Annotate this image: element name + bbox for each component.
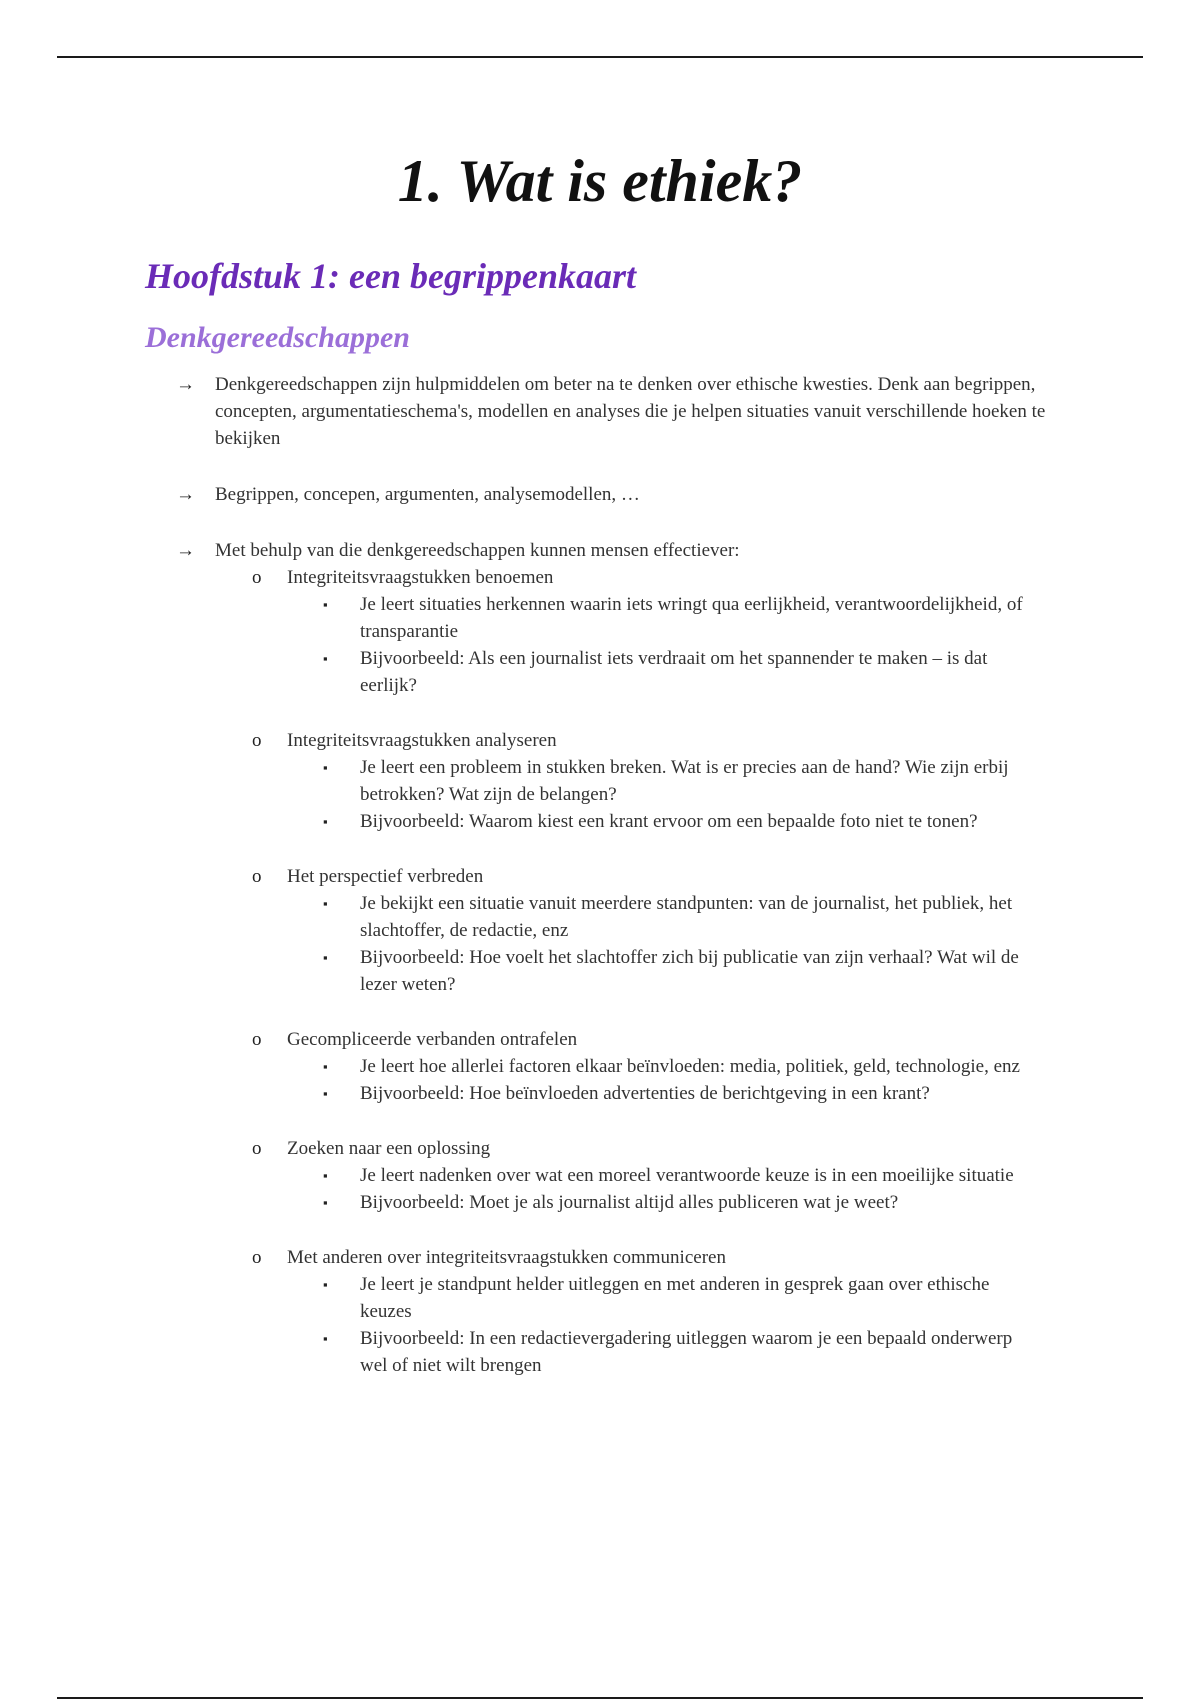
- sub-item-body: [287, 1026, 1056, 1107]
- sub-item-title: Het perspectief verbreden: [287, 866, 484, 887]
- sub-item-body: [287, 564, 1056, 699]
- arrow-item-text: Begrippen, concepen, argumenten, analysemodellen, …: [215, 484, 640, 505]
- square-bullet-marker: ▪: [323, 1168, 328, 1183]
- sub-item-body: [287, 1244, 1056, 1379]
- arrow-marker: →: [176, 374, 195, 395]
- circle-bullet-marker: o: [252, 1247, 262, 1268]
- square-bullet-text: Bijvoorbeeld: Hoe beïnvloeden advertenties de berichtgeving in een krant?: [360, 1083, 930, 1104]
- sub-list-item: [252, 863, 1056, 998]
- arrow-item-body: [215, 537, 1056, 1379]
- circle-bullet-marker: o: [252, 730, 262, 751]
- square-bullet-item: [323, 1053, 1056, 1080]
- square-bullet-marker: ▪: [323, 760, 328, 775]
- square-bullet-text: Bijvoorbeeld: Als een journalist iets verdraait om het spannender te maken – is dat eerlijk?: [360, 648, 988, 696]
- arrow-list-item: [176, 537, 1056, 1379]
- circle-bullet-marker: o: [252, 1029, 262, 1050]
- square-bullet-marker: ▪: [323, 950, 328, 965]
- square-bullet-item: [323, 1162, 1056, 1189]
- square-bullet-item: [323, 890, 1056, 944]
- square-bullet-marker: ▪: [323, 1277, 328, 1292]
- arrow-marker: →: [176, 540, 195, 561]
- sub-list: [176, 564, 1056, 1379]
- square-bullet-item: [323, 1080, 1056, 1107]
- square-bullet-item: [323, 1189, 1056, 1216]
- square-bullet-item: [323, 808, 1056, 835]
- square-bullet-item: [323, 944, 1056, 998]
- arrow-item-text: Denkgereedschappen zijn hulpmiddelen om beter na te denken over ethische kwesties. Denk aan begrippen, concepten, argumentatieschema's, modellen en analyses die je helpen situaties vanuit verschillende hoeken te bekijken: [215, 374, 1046, 449]
- square-bullet-item: [323, 591, 1056, 645]
- square-bullet-marker: ▪: [323, 651, 328, 666]
- square-bullet-marker: ▪: [323, 1086, 328, 1101]
- square-bullet-item: [323, 645, 1056, 699]
- sub-item-body: [287, 727, 1056, 835]
- top-rule: [57, 56, 1143, 58]
- sub-list-item: [252, 564, 1056, 699]
- square-bullet-marker: ▪: [323, 1331, 328, 1346]
- square-bullet-text: Je leert je standpunt helder uitleggen en met anderen in gesprek gaan over ethische keuzes: [360, 1274, 990, 1322]
- square-bullet-text: Je leert een probleem in stukken breken. Wat is er precies aan de hand? Wie zijn erbij betrokken? Wat zijn de belangen?: [360, 757, 1009, 805]
- square-bullet-marker: ▪: [323, 1059, 328, 1074]
- sub-item-title: Zoeken naar een oplossing: [287, 1138, 491, 1159]
- arrow-list-item: [176, 481, 1056, 508]
- square-bullet-item: [323, 1325, 1056, 1379]
- square-bullet-text: Bijvoorbeeld: In een redactievergadering uitleggen waarom je een bepaald onderwerp wel of niet wilt brengen: [360, 1328, 1013, 1376]
- square-bullet-item: [323, 754, 1056, 808]
- sub-list-item: [252, 727, 1056, 835]
- sub-item-title: Integriteitsvraagstukken analyseren: [287, 730, 557, 751]
- arrow-item-body: [215, 371, 1056, 452]
- square-bullet-marker: ▪: [323, 896, 328, 911]
- square-bullet-text: Je leert situaties herkennen waarin iets wringt qua eerlijkheid, verantwoordelijkheid, of transparantie: [360, 594, 1023, 642]
- bottom-rule: [57, 1697, 1143, 1699]
- square-bullet-item: [323, 1271, 1056, 1325]
- square-bullet-marker: ▪: [323, 1195, 328, 1210]
- circle-bullet-marker: o: [252, 567, 262, 588]
- circle-bullet-marker: o: [252, 866, 262, 887]
- section-heading: Denkgereedschappen: [145, 321, 410, 354]
- square-bullet-marker: ▪: [323, 814, 328, 829]
- chapter-heading: Hoofdstuk 1: een begrippenkaart: [145, 256, 636, 296]
- square-bullet-text: Je leert nadenken over wat een moreel verantwoorde keuze is in een moeilijke situatie: [360, 1165, 1014, 1186]
- document-body: [176, 371, 1056, 1408]
- square-bullet-text: Bijvoorbeeld: Waarom kiest een krant ervoor om een bepaalde foto niet te tonen?: [360, 811, 978, 832]
- sub-item-body: [287, 863, 1056, 998]
- square-bullet-text: Bijvoorbeeld: Moet je als journalist altijd alles publiceren wat je weet?: [360, 1192, 899, 1213]
- square-bullet-text: Je leert hoe allerlei factoren elkaar beïnvloeden: media, politiek, geld, technologie, enz: [360, 1056, 1020, 1077]
- sub-list-item: [252, 1244, 1056, 1379]
- arrow-item-text: Met behulp van die denkgereedschappen kunnen mensen effectiever:: [215, 540, 740, 561]
- square-bullet-text: Je bekijkt een situatie vanuit meerdere standpunten: van de journalist, het publiek, het slachtoffer, de redactie, enz: [360, 893, 1013, 941]
- sub-item-title: Integriteitsvraagstukken benoemen: [287, 567, 554, 588]
- square-bullet-text: Bijvoorbeeld: Hoe voelt het slachtoffer zich bij publicatie van zijn verhaal? Wat wil de lezer weten?: [360, 947, 1019, 995]
- document-title: 1. Wat is ethiek?: [397, 148, 803, 214]
- square-bullet-marker: ▪: [323, 597, 328, 612]
- arrow-marker: →: [176, 484, 195, 505]
- sub-list-item: [252, 1135, 1056, 1216]
- arrow-list-item: [176, 371, 1056, 452]
- sub-item-title: Met anderen over integriteitsvraagstukken communiceren: [287, 1247, 726, 1268]
- sub-item-body: [287, 1135, 1056, 1216]
- sub-list-item: [252, 1026, 1056, 1107]
- arrow-item-body: [215, 481, 1056, 508]
- sub-item-title: Gecompliceerde verbanden ontrafelen: [287, 1029, 578, 1050]
- circle-bullet-marker: o: [252, 1138, 262, 1159]
